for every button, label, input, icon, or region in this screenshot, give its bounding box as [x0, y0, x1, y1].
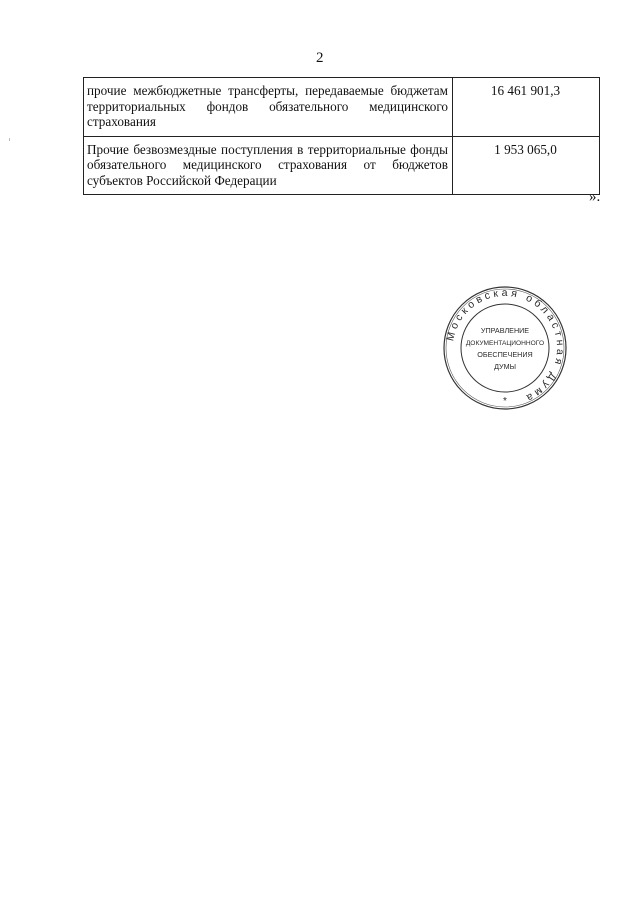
stamp-star: *	[503, 396, 507, 407]
stamp-outer-text: Московская областная Дума	[444, 286, 567, 406]
stamp-graphic	[442, 285, 568, 411]
budget-table	[83, 77, 600, 195]
stamp-inner-ring	[461, 304, 549, 392]
closing-quote: ».	[589, 189, 601, 205]
page-number: 2	[316, 50, 324, 66]
row-name-cell: Прочие безвозмездные поступления в территориальные фонды обязательного медицинского страхования от бюджетов субъектов Российской Федерации	[84, 136, 453, 195]
margin-mark	[9, 138, 10, 141]
stamp-inner-line-1: УПРАВЛЕНИЕ	[480, 326, 530, 335]
official-stamp	[442, 285, 568, 411]
table-row	[84, 136, 600, 195]
stamp-inner-line-2: ДОКУМЕНТАЦИОННОГО	[465, 340, 545, 347]
stamp-inner-line-3: ОБЕСПЕЧЕНИЯ	[477, 350, 533, 359]
row-value-cell: 16 461 901,3	[453, 78, 600, 137]
table-row	[84, 78, 600, 137]
row-value-cell: 1 953 065,0	[453, 136, 600, 195]
stamp-inner-line-4: ДУМЫ	[494, 362, 516, 371]
row-name-cell: прочие межбюджетные трансферты, передаваемые бюджетам территориальных фондов обязательного медицинского страхования	[84, 78, 453, 137]
